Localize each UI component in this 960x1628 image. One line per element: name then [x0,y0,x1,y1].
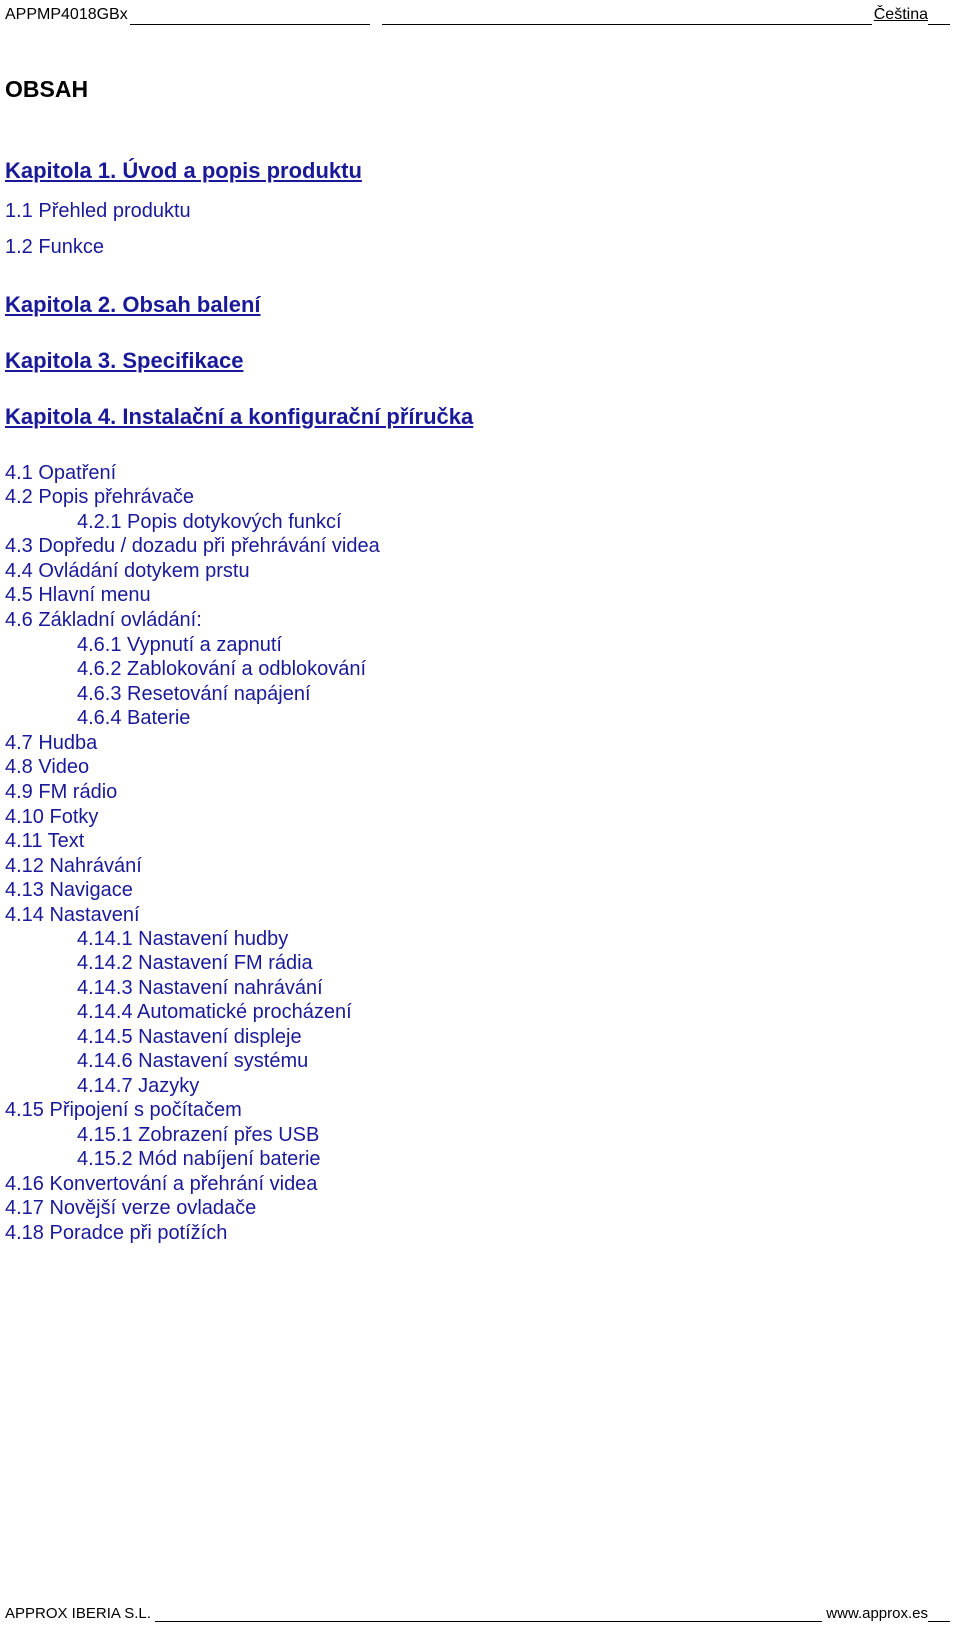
toc-entry-link[interactable]: 4.14.3 Nastavení nahrávání [77,977,323,999]
page-header [5,3,950,25]
toc-entry-link[interactable]: 4.17 Novější verze ovladače [5,1197,257,1219]
header-rule [130,8,370,25]
toc-entry-link[interactable]: 4.2 Popis přehrávače [5,486,195,508]
toc-entry-link[interactable]: 4.14 Nastavení [5,904,140,926]
toc-entry-link[interactable]: 4.15.1 Zobrazení přes USB [77,1124,320,1146]
footer-rule [155,1605,822,1622]
toc-entry-link[interactable]: 4.2.1 Popis dotykových funkcí [77,511,342,533]
toc-entry-link[interactable]: 4.6.4 Baterie [77,707,191,729]
toc-entry-link[interactable]: 4.13 Navigace [5,879,133,901]
toc-entry-link[interactable]: 4.6 Základní ovládání: [5,609,202,631]
page-title: OBSAH [5,76,89,102]
toc-entry-link[interactable]: 4.7 Hudba [5,732,98,754]
toc-entry-link[interactable]: 4.15.2 Mód nabíjení baterie [77,1148,321,1170]
toc-entry-link[interactable]: 4.14.6 Nastavení systému [77,1050,309,1072]
toc-entry-link[interactable]: 4.6.3 Resetování napájení [77,683,311,705]
toc-entry-link[interactable]: 4.14.7 Jazyky [77,1075,200,1097]
toc-entry-link[interactable]: 1.1 Přehled produktu [5,200,191,222]
toc-entry-link[interactable]: 4.11 Text [5,830,85,852]
language-label: Čeština [873,6,928,23]
toc-chapter-link[interactable]: Kapitola 4. Instalační a konfigurační příručka [5,404,474,429]
website-link[interactable]: www.approx.es [826,1605,928,1622]
footer-rule [928,1605,950,1622]
toc-entry-link[interactable]: 4.14.2 Nastavení FM rádia [77,952,313,974]
toc-entry-link[interactable]: 4.6.2 Zablokování a odblokování [77,658,367,680]
toc-entry-link[interactable]: 4.10 Fotky [5,806,99,828]
toc-entry-link[interactable]: 4.15 Připojení s počítačem [5,1099,242,1121]
toc-chapter-link[interactable]: Kapitola 1. Úvod a popis produktu [5,158,362,183]
toc-entry-link[interactable]: 4.12 Nahrávání [5,855,142,877]
toc-entry-link[interactable]: 4.8 Video [5,756,90,778]
toc-entry-link[interactable]: 4.1 Opatření [5,462,117,484]
toc-entry-link[interactable]: 4.9 FM rádio [5,781,118,803]
toc-entry-link[interactable]: 4.14.4 Automatické procházení [77,1001,352,1023]
toc-chapter-link[interactable]: Kapitola 2. Obsah balení [5,292,261,317]
toc-chapter-link[interactable]: Kapitola 3. Specifikace [5,348,244,373]
header-rule [382,8,872,25]
toc-entry-link[interactable]: 4.14.1 Nastavení hudby [77,928,289,950]
company-name: APPROX IBERIA S.L. [5,1605,151,1622]
toc-entry-link[interactable]: 4.4 Ovládání dotykem prstu [5,560,250,582]
toc-entry-link[interactable]: 4.14.5 Nastavení displeje [77,1026,302,1048]
toc-entry-link[interactable]: 4.5 Hlavní menu [5,584,151,606]
page-footer [5,1598,950,1622]
product-code: APPMP4018GBx [5,6,128,23]
toc-entry-link[interactable]: 1.2 Funkce [5,236,104,258]
toc-entry-link[interactable]: 4.3 Dopředu / dozadu při přehrávání videa [5,535,380,557]
toc-entry-link[interactable]: 4.18 Poradce při potížích [5,1222,228,1244]
toc-entry-link[interactable]: 4.6.1 Vypnutí a zapnutí [77,634,282,656]
toc-entry-link[interactable]: 4.16 Konvertování a přehrání videa [5,1173,318,1195]
header-rule [928,8,950,25]
